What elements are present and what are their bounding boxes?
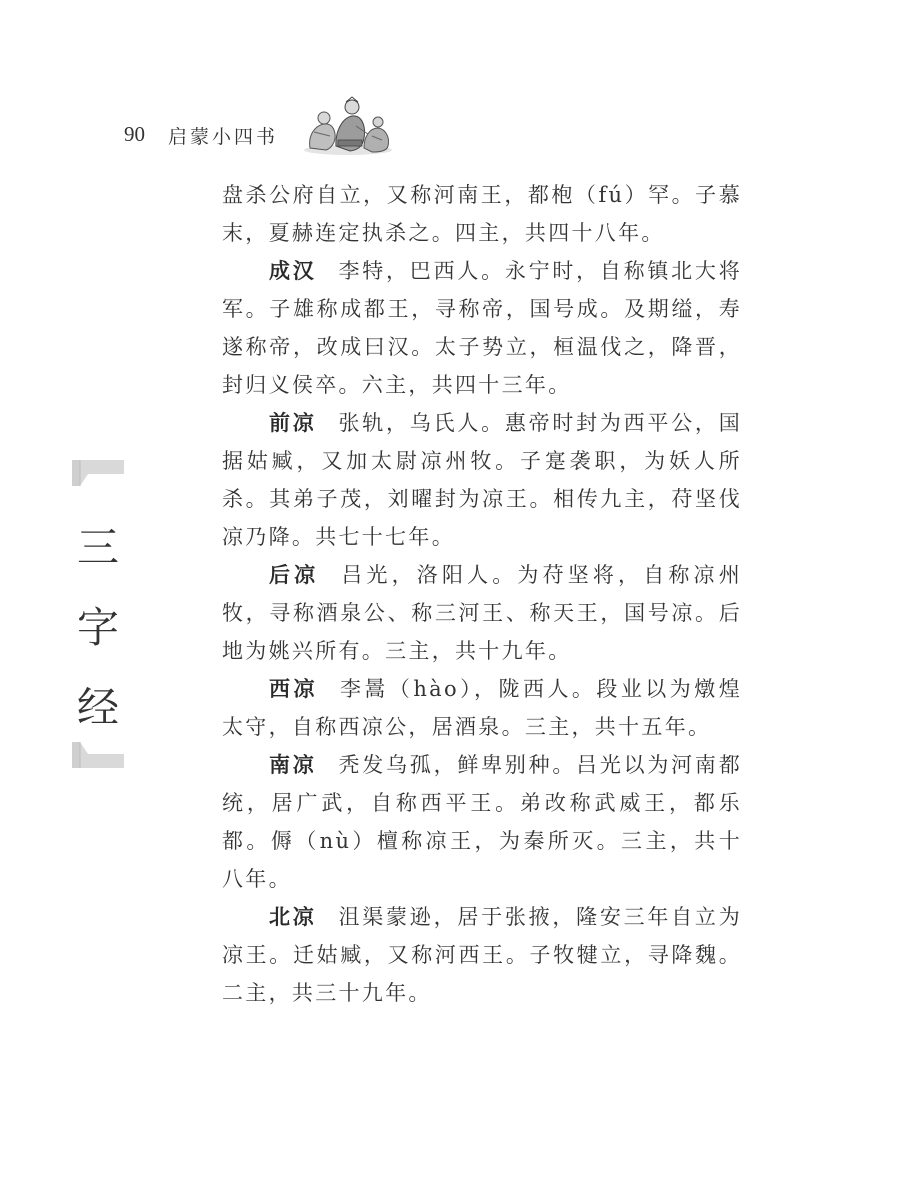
vertical-title-char: 三: [76, 523, 119, 572]
scholars-illustration: [302, 96, 394, 156]
entry-paragraph: [222, 670, 742, 746]
entry-text: 李暠（hào），陇西人。段业以为燉煌太守，自称西凉公，居酒泉。三主，共十五年。: [222, 677, 742, 739]
vertical-title: [72, 508, 124, 748]
entry-paragraph: [222, 252, 742, 404]
side-section-label: [72, 460, 124, 770]
page-number: 90: [124, 122, 145, 146]
bracket-bottom-icon: [72, 742, 124, 768]
continuation-paragraph: 盘杀公府自立，又称河南王，都枹（fú）罕。子慕末，夏赫连定执杀之。四主，共四十八年。: [222, 183, 742, 245]
bracket-top-icon: [72, 460, 124, 486]
vertical-title-char: 经: [76, 683, 119, 732]
entry-term: 南凉: [269, 753, 317, 777]
entry-text: 沮渠蒙逊，居于张掖，隆安三年自立为凉王。迁姑臧，又称河西王。子牧犍立，寻降魏。二主，共三十九年。: [222, 905, 742, 1005]
entry-text: 秃发乌孤，鲜卑别种。吕光以为河南都统，居广武，自称西平王。弟改称武威王，都乐都。傉（nù）檀称凉王，为秦所灭。三主，共十八年。: [222, 753, 742, 891]
entry-term: 北凉: [269, 905, 317, 929]
book-title: 启蒙小四书: [168, 126, 279, 148]
body-text: [222, 176, 742, 1012]
entry-paragraph: [222, 556, 742, 670]
entry-text: 张轨，乌氏人。惠帝时封为西平公，国据姑臧，又加太尉凉州牧。子寔袭职，为妖人所杀。其弟子茂，刘曜封为凉王。相传九主，苻坚伐凉乃降。共七十七年。: [222, 411, 742, 549]
entry-term: 前凉: [269, 411, 317, 435]
entry-term: 西凉: [269, 677, 318, 701]
entry-term: 后凉: [269, 563, 320, 587]
entry-text: 李特，巴西人。永宁时，自称镇北大将军。子雄称成都王，寻称帝，国号成。及期缢，寿遂称帝，改成曰汉。太子势立，桓温伐之，降晋，封归义侯卒。六主，共四十三年。: [222, 259, 742, 397]
entry-text: 吕光，洛阳人。为苻坚将，自称凉州牧，寻称酒泉公、称三河王、称天王，国号凉。后地为姚兴所有。三主，共十九年。: [222, 563, 742, 663]
vertical-title-char: 字: [76, 603, 119, 652]
entry-paragraph: [222, 898, 742, 1012]
entry-term: 成汉: [269, 259, 317, 283]
entry-paragraph: [222, 404, 742, 556]
entry-paragraph: [222, 746, 742, 898]
